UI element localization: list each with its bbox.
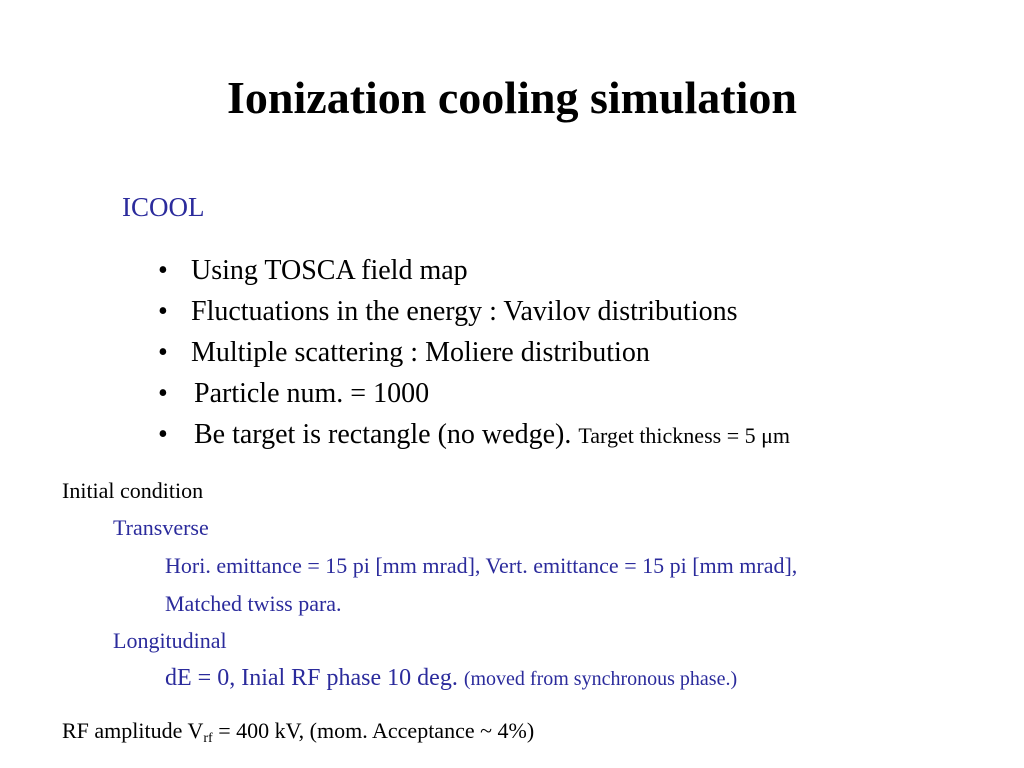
rf-amplitude-subscript: rf [203,731,213,746]
bullet-dot-icon: • [158,337,168,368]
longitudinal-main-text: dE = 0, Inial RF phase 10 deg. [165,665,464,691]
bullet-dot-icon: • [158,378,168,409]
bullet-item [158,291,790,332]
bullet-item [158,250,790,291]
rf-amplitude-line [62,716,534,754]
bullet-text: Multiple scattering : Moliere distribution [191,337,650,368]
bullet-text: Using TOSCA field map [191,255,468,286]
rf-amplitude-prefix: RF amplitude V [62,718,204,743]
section-heading-icool: ICOOL [122,192,205,222]
bullet-item [158,414,790,456]
transverse-emittance-line: Hori. emittance = 15 pi [mm mrad], Vert. emittance = 15 pi [mm mrad], [165,553,798,578]
bullet-text: Fluctuations in the energy : Vavilov distributions [191,296,738,327]
bullet-item [158,332,790,373]
bullet-list [158,250,790,456]
bullet-text: Be target is rectangle (no wedge). [194,419,579,450]
bullet-dot-icon: • [158,255,168,286]
bullet-dot-icon: • [158,419,168,450]
rf-amplitude-suffix: = 400 kV, (mom. Acceptance ~ 4%) [212,718,535,743]
initial-condition-label: Initial condition [62,478,204,503]
longitudinal-label: Longitudinal [113,628,227,653]
bullet-text: Particle num. = 1000 [194,378,430,409]
longitudinal-line [165,663,737,694]
slide-title: Ionization cooling simulation [227,72,797,123]
transverse-label: Transverse [113,515,209,540]
transverse-twiss-line: Matched twiss para. [165,591,342,616]
longitudinal-note: (moved from synchronous phase.) [463,668,738,690]
target-thickness-note: Target thickness = 5 μm [578,423,791,448]
bullet-dot-icon: • [158,296,168,327]
bullet-item [158,373,790,414]
